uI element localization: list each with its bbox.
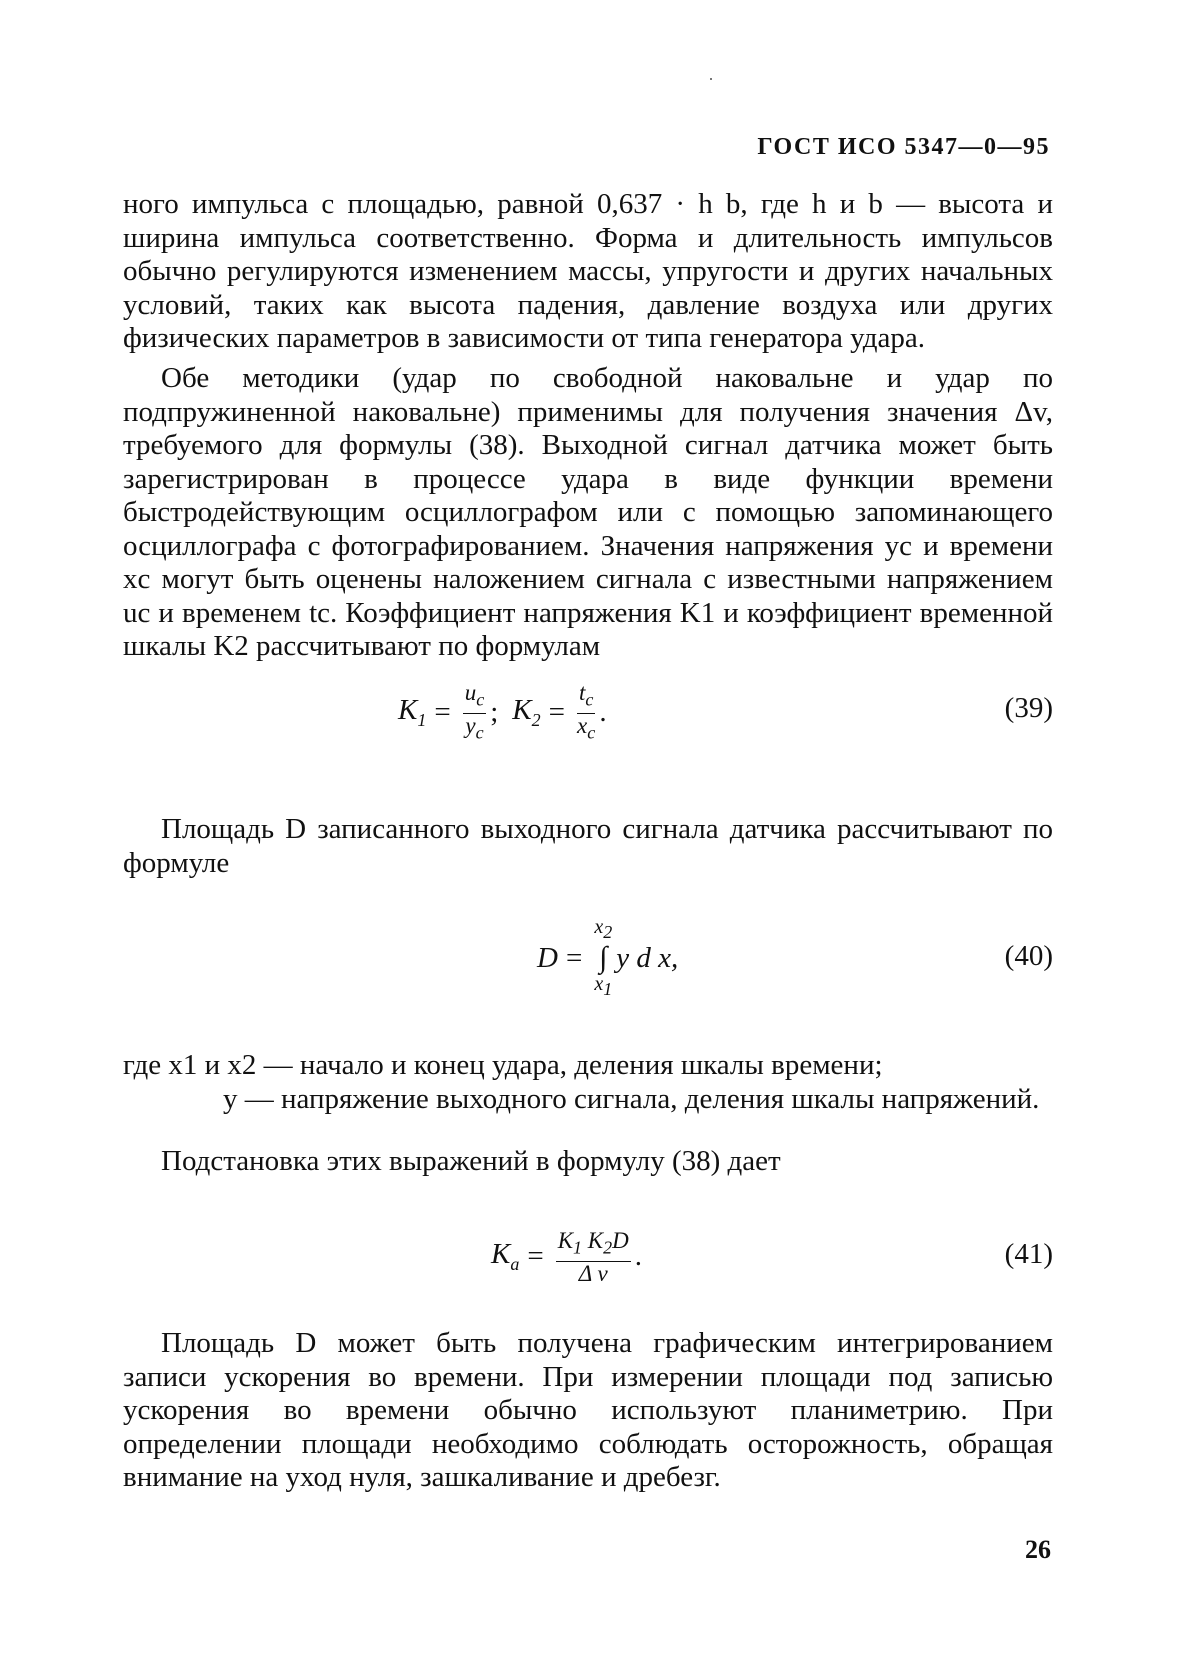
paragraph-5: [123, 1145, 1053, 1179]
equation-39-body: $K_1$ = $\frac{u_c}{y_c}$ ; $K_2$ = $\frac{t_c}{x_c}$ .: [398, 680, 607, 743]
paragraph-2-text: Обе методики (удар по свободной наковальне и удар по подпружиненной наковальне) применимы для получения значения Δv, требуемого для формулы (38). Выходной сигнал датчика может быть зарегистрирован в процессе удара в виде функции времени быстродействующим осциллографом или с помощью запоминающего осциллографа с фотографированием. Значения напряжения yc и времени xc могут быть оценены наложением сигнала с известными напряжением uc и временем tc. Коэффициент напряжения K1 и коэффициент временной шкалы K2 рассчитывают по формулам: [123, 362, 1053, 662]
equation-41-body: $K_a$ = $\frac{K_1 K_2D}{\text{Δ v}}$ .: [491, 1228, 643, 1286]
paragraph-3: [123, 813, 1053, 880]
equation-39-number: (39): [1004, 692, 1053, 724]
eq41-frac: [556, 1228, 631, 1286]
equation-40-number: (40): [1004, 940, 1053, 972]
eq40-integrand: y d x,: [616, 941, 679, 974]
eq41-num: $K_1$ $K_2D$: [556, 1228, 631, 1262]
eq39-den1: $y_c$: [465, 712, 484, 743]
eq41-den: Δ v: [578, 1260, 608, 1286]
paragraph-6-text: Площадь D может быть получена графическим интегрированием записи ускорения во времени. При измерении площади под записью ускорения во времени обычно используют планиметрию. При определении площади необходимо соблюдать осторожность, обращая внимание на уход нуля, зашкаливание и дребезг.: [123, 1327, 1053, 1493]
paragraph-3-text: Площадь D записанного выходного сигнала датчика рассчитывают по формуле: [123, 813, 1053, 879]
eq39-num1: $u_c$: [463, 680, 487, 714]
standard-header: ГОСТ ИСО 5347—0—95: [757, 134, 1050, 160]
paragraph-6: [123, 1327, 1053, 1495]
scan-speck: [710, 78, 712, 80]
integral-symbol: $x_2$ ∫ $x_1$: [594, 916, 613, 999]
where-line-1: где x1 и x2 — начало и конец удара, деления шкалы времени;: [123, 1049, 883, 1081]
eq40-lower-limit: $x_1$: [594, 973, 613, 999]
paragraph-2: [123, 362, 1053, 664]
eq39-den2: $x_c$: [577, 712, 596, 743]
paragraph-1-text: ного импульса с площадью, равной 0,637 · h b, где h и b — высота и ширина импульса соответственно. Форма и длительность импульсов обычно регулируются изменением массы, упругости и других начальных условий, таких как высота падения, давление воздуха или других физических параметров в зависимости от типа генератора удара.: [123, 188, 1053, 354]
paragraph-5-text: Подстановка этих выражений в формулу (38) дает: [161, 1145, 781, 1177]
paragraph-where: [123, 1049, 1053, 1116]
eq39-frac2: [577, 680, 595, 744]
page-number: 26: [1025, 1535, 1051, 1564]
eq39-num2: $t_c$: [577, 680, 595, 714]
eq39-frac1: [463, 680, 487, 744]
eq39-k2: $K_2$: [512, 693, 541, 730]
eq41-lhs: $K_a$: [491, 1238, 520, 1275]
paragraph-1: [123, 188, 1053, 356]
equation-40-body: D = $x_2$ ∫ $x_1$ y d x,: [537, 916, 679, 999]
eq40-lhs: D: [537, 941, 558, 974]
eq40-upper-limit: $x_2$: [594, 916, 613, 942]
where-line-2: y — напряжение выходного сигнала, деления шкалы напряжений.: [223, 1082, 1040, 1115]
eq39-k1: $K_1$: [398, 693, 427, 730]
equation-41-number: (41): [1004, 1238, 1053, 1270]
